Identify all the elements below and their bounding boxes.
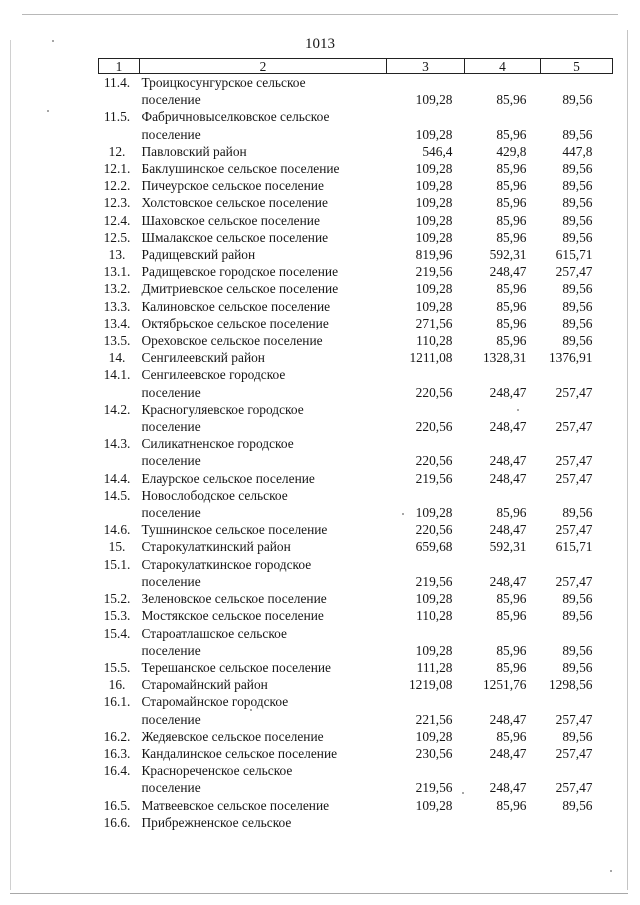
municipality-name-line: Октябрьское сельское поселение [141,315,329,331]
row-number: 13.1. [103,264,131,280]
row-number: 16.5. [103,797,131,813]
table-row [99,143,613,160]
municipality-name [140,349,387,366]
municipality-name-line: поселение [141,126,201,142]
value-col-5: 89,56 [562,315,593,331]
row-number: 16.6. [103,814,131,830]
value-col-5: 89,56 [562,659,593,675]
row-number: 12.4. [103,212,131,228]
value-col-4: 248,47 [489,711,527,727]
value-col-4: 85,96 [496,728,527,744]
value-col-5: 89,56 [562,333,593,349]
value-col-3: 109,28 [415,195,453,211]
value-col-3: 109,28 [415,161,453,177]
municipality-name [140,229,387,246]
municipality-name [140,332,387,349]
table-row [99,194,613,211]
municipality-name [140,814,387,831]
municipality-name-line: Жедяевское сельское поселение [141,728,324,744]
value-col-5: 257,47 [555,711,593,727]
value-col-5: 89,56 [562,505,593,521]
municipality-name-line: Троицкосунгурское сельское [141,75,306,90]
value-col-5: 89,56 [562,229,593,245]
row-number: 14. [108,350,126,366]
municipality-name [140,676,387,693]
municipality-name-line: Старокулаткинское городское [141,556,312,572]
value-col-3: 109,28 [415,298,453,314]
column-header-3: 3 [387,59,465,74]
table-row [99,349,613,366]
value-col-5: 257,47 [555,384,593,400]
municipality-name-line: Кандалинское сельское поселение [141,745,338,761]
value-col-3: 109,28 [415,642,453,658]
value-col-3: 1211,08 [409,350,453,366]
value-col-3: 109,28 [415,505,453,521]
municipality-name [140,590,387,607]
municipality-name [140,160,387,177]
column-header-4: 4 [465,59,541,74]
municipality-name-line: поселение [141,780,201,796]
value-col-5: 1298,56 [548,677,593,693]
value-col-5: 257,47 [555,780,593,796]
value-col-4: 85,96 [496,591,527,607]
row-number: 15.5. [103,659,131,675]
municipality-name [140,263,387,280]
value-col-4: 85,96 [496,505,527,521]
municipality-name [140,315,387,332]
row-number: 15. [108,539,126,555]
value-col-5: 257,47 [555,470,593,486]
municipality-name [140,280,387,297]
municipality-name [140,194,387,211]
municipality-name-line: Силикатненское городское [141,436,294,452]
table-row [99,212,613,229]
municipality-name [140,435,387,469]
table-row [99,74,613,109]
column-header-2: 2 [140,59,387,74]
table-row [99,108,613,142]
municipality-name-line: Баклушинское сельское поселение [141,161,340,177]
scan-border-bottom [10,893,628,894]
scan-border-right [627,30,628,890]
municipality-name-line: Старомайнское городское [141,694,289,710]
row-number: 14.5. [103,487,131,503]
municipality-name [140,797,387,814]
value-col-4: 85,96 [496,126,527,142]
value-col-5: 89,56 [562,212,593,228]
table-row [99,470,613,487]
page-number: 1013 [305,36,335,52]
municipality-name-line: Пичеурское сельское поселение [141,178,324,194]
table-row [99,229,613,246]
row-number: 14.3. [103,436,131,452]
municipality-name-line: поселение [141,711,201,727]
scan-border-left [10,40,11,890]
header-row [99,59,613,74]
value-col-3: 271,56 [415,315,453,331]
value-col-4: 1328,31 [482,350,527,366]
municipality-name-line: поселение [141,419,201,435]
value-col-4: 248,47 [489,453,527,469]
municipality-name [140,246,387,263]
value-col-3: 220,56 [415,384,453,400]
table-row [99,728,613,745]
value-col-4: 248,47 [489,745,527,761]
value-col-5: 257,47 [555,573,593,589]
value-col-4: 85,96 [496,229,527,245]
value-col-4: 85,96 [496,212,527,228]
table-row [99,401,613,435]
value-col-5: 257,47 [555,419,593,435]
value-col-5: 447,8 [562,143,593,159]
value-col-3: 219,56 [415,780,453,796]
value-col-4: 248,47 [489,384,527,400]
table-row [99,280,613,297]
value-col-3: 109,28 [415,591,453,607]
municipality-name [140,728,387,745]
row-number: 11.4. [103,75,131,90]
municipality-name [140,745,387,762]
municipality-name-line: поселение [141,505,201,521]
municipality-name [140,470,387,487]
value-col-3: 110,28 [416,608,453,624]
value-col-5: 89,56 [562,161,593,177]
row-number: 14.4. [103,470,131,486]
value-col-5: 89,56 [562,591,593,607]
value-col-3: 220,56 [415,453,453,469]
row-number: 16. [108,677,126,693]
municipality-name-line: поселение [141,92,201,108]
municipality-name [140,607,387,624]
value-col-5: 89,56 [562,195,593,211]
table-row [99,366,613,400]
row-number: 13.4. [103,315,131,331]
row-number: 15.3. [103,608,131,624]
table-row [99,160,613,177]
row-number: 12.1. [103,161,131,177]
municipality-name [140,177,387,194]
municipality-name-line: Радищевское городское поселение [141,264,339,280]
row-number: 16.4. [103,763,131,779]
municipality-name-line: Краснореченское сельское [141,763,293,779]
value-col-5: 89,56 [562,298,593,314]
table-row [99,556,613,590]
table-row [99,693,613,727]
table-row [99,659,613,676]
value-col-5 [541,814,613,831]
value-col-5: 89,56 [562,126,593,142]
municipality-name-line: поселение [141,573,201,589]
value-col-5: 89,56 [562,92,593,108]
value-col-3: 109,28 [415,281,453,297]
value-col-5: 89,56 [562,642,593,658]
table-row [99,762,613,796]
row-number: 12. [108,143,126,159]
value-col-3: 221,56 [415,711,453,727]
row-number: 12.2. [103,178,131,194]
municipality-name-line: Елаурское сельское поселение [141,470,315,486]
municipality-name-line: Прибрежненское сельское [141,814,292,830]
value-col-4: 85,96 [496,315,527,331]
municipality-name [140,366,387,400]
row-number: 11.5. [103,109,131,125]
value-col-5: 615,71 [555,539,593,555]
table-header [99,59,613,74]
value-col-4: 85,96 [496,161,527,177]
value-col-4: 85,96 [496,797,527,813]
table-row [99,590,613,607]
table-row [99,814,613,831]
municipality-name-line: Зеленовское сельское поселение [141,591,327,607]
row-number: 14.2. [103,401,131,417]
row-number: 15.4. [103,625,131,641]
value-col-4: 85,96 [496,195,527,211]
municipality-name-line: Ореховское сельское поселение [141,333,323,349]
value-col-5: 89,56 [562,608,593,624]
value-col-4: 248,47 [489,522,527,538]
value-col-4: 248,47 [489,573,527,589]
municipality-name-line: Тушнинское сельское поселение [141,522,328,538]
value-col-5: 257,47 [555,264,593,280]
value-col-5: 1376,91 [548,350,593,366]
row-number: 13.2. [103,281,131,297]
value-col-4 [465,814,541,831]
table-row [99,625,613,659]
municipality-name-line: Мостякское сельское поселение [141,608,324,624]
value-col-4: 85,96 [496,333,527,349]
value-col-3: 109,28 [415,92,453,108]
table-row [99,521,613,538]
value-col-3: 659,68 [415,539,453,555]
allocation-table [98,58,613,831]
municipality-name-line: Красногуляевское городское [141,401,304,417]
table-row [99,487,613,521]
municipality-name [140,625,387,659]
table-row [99,298,613,315]
value-col-4: 85,96 [496,281,527,297]
value-col-3: 111,28 [416,659,453,675]
municipality-name [140,74,387,109]
municipality-name [140,693,387,727]
value-col-5: 89,56 [562,728,593,744]
table-row [99,676,613,693]
row-number: 12.3. [103,195,131,211]
row-number: 15.1. [103,556,131,572]
scan-speck [47,110,49,112]
value-col-4: 85,96 [496,92,527,108]
municipality-name-line: Павловский район [141,143,247,159]
municipality-name [140,521,387,538]
value-col-5: 615,71 [555,247,593,263]
municipality-name-line: Шмалакское сельское поселение [141,229,329,245]
municipality-name-line: Калиновское сельское поселение [141,298,331,314]
value-col-4: 248,47 [489,470,527,486]
municipality-name [140,401,387,435]
value-col-3: 819,96 [415,247,453,263]
municipality-name-line: Матвеевское сельское поселение [141,797,330,813]
municipality-name [140,556,387,590]
municipality-name [140,762,387,796]
value-col-3: 110,28 [416,333,453,349]
municipality-name-line: Новослободское сельское [141,487,288,503]
table-row [99,607,613,624]
value-col-5: 89,56 [562,281,593,297]
table-row [99,263,613,280]
value-col-4: 85,96 [496,642,527,658]
table-row [99,797,613,814]
value-col-3: 219,56 [415,573,453,589]
row-number: 14.1. [103,367,131,383]
municipality-name [140,298,387,315]
value-col-3: 109,28 [415,728,453,744]
municipality-name-line: Фабричновыселковское сельское [141,109,330,125]
value-col-3: 109,28 [415,797,453,813]
value-col-5: 89,56 [562,178,593,194]
municipality-name-line: Дмитриевское сельское поселение [141,281,339,297]
row-number: 13. [108,247,126,263]
value-col-3: 109,28 [415,126,453,142]
municipality-name-line: Холстовское сельское поселение [141,195,328,211]
municipality-name-line: Сенгилеевское городское [141,367,286,383]
value-col-3: 219,56 [415,264,453,280]
municipality-name-line: Радищевский район [141,247,256,263]
value-col-4: 248,47 [489,264,527,280]
value-col-4: 85,96 [496,178,527,194]
value-col-3: 1219,08 [408,677,453,693]
municipality-name [140,538,387,555]
value-col-5: 89,56 [562,797,593,813]
municipality-name [140,487,387,521]
municipality-name-line: Староатлашское сельское [141,625,287,641]
value-col-3: 109,28 [415,178,453,194]
municipality-name-line: Терешанское сельское поселение [141,659,331,675]
table-row [99,177,613,194]
municipality-name-line: Старомайнский район [141,677,268,693]
value-col-4: 1251,76 [482,677,527,693]
municipality-name-line: Старокулаткинский район [141,539,291,555]
value-col-3: 219,56 [415,470,453,486]
table-row [99,315,613,332]
row-number: 13.3. [103,298,131,314]
row-number: 16.2. [103,728,131,744]
municipality-name-line: поселение [141,642,201,658]
value-col-4: 592,31 [489,539,527,555]
value-col-3: 546,4 [422,143,453,159]
table-row [99,332,613,349]
value-col-5: 257,47 [555,745,593,761]
row-number: 16.3. [103,745,131,761]
value-col-3 [387,814,465,831]
row-number: 14.6. [103,522,131,538]
value-col-4: 85,96 [496,608,527,624]
table-row [99,246,613,263]
municipality-name-line: Шаховское сельское поселение [141,212,320,228]
municipality-name [140,659,387,676]
municipality-name-line: Сенгилеевский район [141,350,265,366]
value-col-3: 230,56 [415,745,453,761]
table-body [99,74,613,831]
column-header-1: 1 [99,59,140,74]
value-col-4: 85,96 [496,659,527,675]
value-col-3: 109,28 [415,212,453,228]
scan-border-top [22,14,618,15]
municipality-name [140,212,387,229]
municipality-name-line: поселение [141,384,201,400]
value-col-4: 85,96 [496,298,527,314]
value-col-4: 248,47 [489,419,527,435]
value-col-3: 109,28 [415,229,453,245]
row-number: 12.5. [103,229,131,245]
row-number: 13.5. [103,333,131,349]
value-col-3: 220,56 [415,522,453,538]
table-row [99,538,613,555]
value-col-3: 220,56 [415,419,453,435]
table-row [99,435,613,469]
municipality-name [140,143,387,160]
municipality-name-line: поселение [141,453,201,469]
scan-speck [610,870,612,872]
table-row [99,745,613,762]
row-number: 15.2. [103,591,131,607]
value-col-4: 248,47 [489,780,527,796]
column-header-5: 5 [541,59,613,74]
value-col-5: 257,47 [555,453,593,469]
row-number: 16.1. [103,694,131,710]
value-col-5: 257,47 [555,522,593,538]
municipality-name [140,108,387,142]
value-col-4: 592,31 [489,247,527,263]
value-col-4: 429,8 [496,143,527,159]
